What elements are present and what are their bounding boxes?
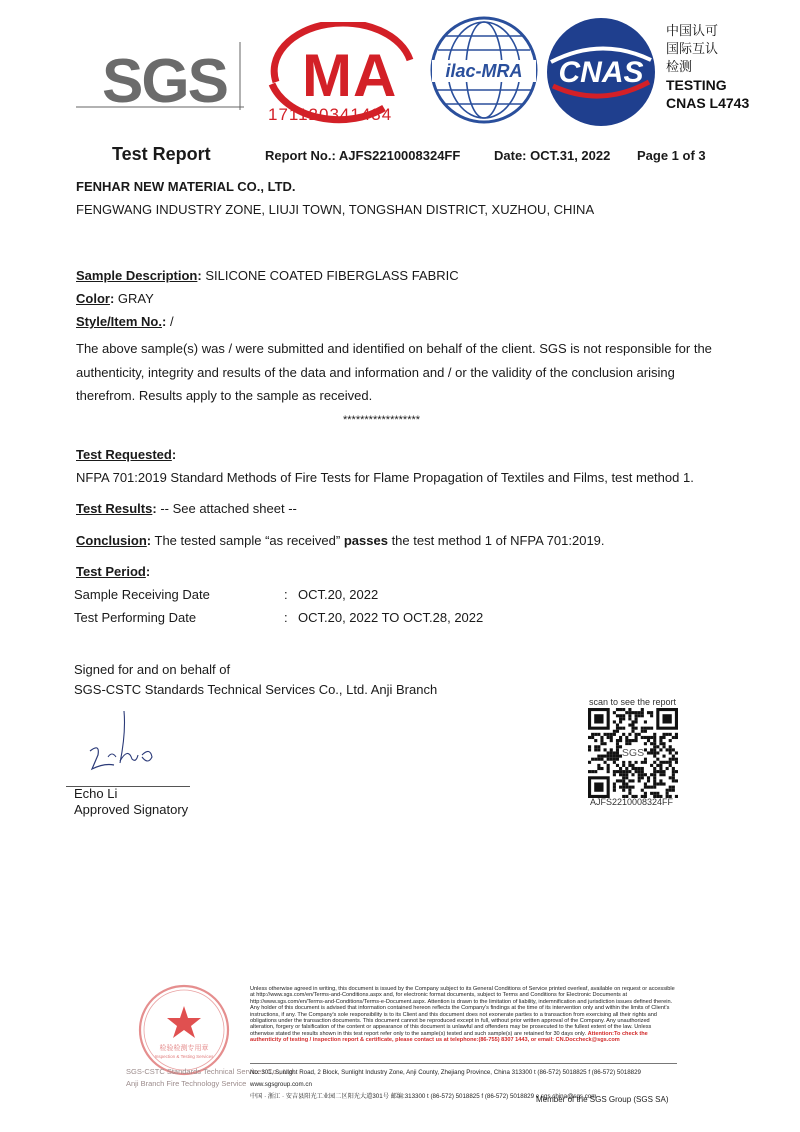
period-row-performing-value: OCT.20, 2022 TO OCT.28, 2022 <box>298 610 484 625</box>
signed-on-behalf <box>74 660 437 700</box>
cnas-cn-line-3: 检测 <box>666 59 693 74</box>
style-row: Style/Item No.: / <box>76 314 174 329</box>
sgs-logo-text: SGS <box>102 47 227 112</box>
ilac-text: ilac-MRA <box>445 61 523 81</box>
report-date: Date: OCT.31, 2022 <box>494 148 611 163</box>
conclusion-post: the test method 1 of NFPA 701:2019. <box>391 533 605 548</box>
sgs-member-note: Member of the SGS Group (SGS SA) <box>536 1095 669 1104</box>
color-row: Color: GRAY <box>76 291 154 306</box>
seal-star-icon <box>167 1006 201 1038</box>
cma-letters: MA <box>302 42 398 109</box>
test-period-heading: Test Period: <box>76 564 151 579</box>
seal-center-text: 检验检测专用章 <box>159 1044 209 1052</box>
seal-caption-line-2: Anji Branch Fire Technology Service <box>126 1079 247 1088</box>
qr-caption: scan to see the report <box>589 697 677 707</box>
qr-center-label: SGS <box>621 747 645 760</box>
color-value: GRAY <box>117 291 154 306</box>
disclaimer-paragraph: The above sample(s) was / were submitted and identified on behalf of the client. SGS is not responsible for the authenticity, integrity and results of the data and information and / or the validity of the conclusion arising therefrom. Results apply to the sample as received. <box>76 341 712 403</box>
period-row-colon: : <box>284 587 288 602</box>
test-requested-value: NFPA 701:2019 Standard Methods of Fire Tests for Flame Propagation of Textiles and Films, test method 1. <box>76 470 694 485</box>
conclusion-label: Conclusion <box>76 533 147 548</box>
signed-line-1: Signed for and on behalf of <box>74 662 231 677</box>
footer-address-en: No. 301, Sunlight Road, 2 Block, Sunlight Industry Zone, Anji County, Zhejiang Province, China 313300 t (86-572) 5018825 f (86-572) 5018829 www.sgsgroup.com.cn <box>250 1069 641 1088</box>
sample-description-label: Sample Description <box>76 268 198 283</box>
period-row-receiving-value: OCT.20, 2022 <box>298 587 379 602</box>
sample-description-value: SILICONE COATED FIBERGLASS FABRIC <box>205 268 459 283</box>
seal-center-en: Inspection & Testing Services <box>154 1054 214 1059</box>
test-requested-heading: Test Requested: <box>76 447 177 462</box>
cnas-testing: TESTING <box>666 77 727 93</box>
period-row-receiving-label: Sample Receiving Date <box>74 587 210 602</box>
conclusion-result: passes <box>343 533 388 548</box>
cma-number: 171120341434 <box>268 105 393 124</box>
conclusion-row: Conclusion: The tested sample “as received” passes the test method 1 of NFPA 701:2019. <box>76 533 605 548</box>
cnas-code: CNAS L4743 <box>666 95 750 111</box>
signer-title: Approved Signatory <box>74 802 189 817</box>
client-name: FENHAR NEW MATERIAL CO., LTD. <box>76 179 296 194</box>
client-address: FENGWANG INDUSTRY ZONE, LIUJI TOWN, TONGSHAN DISTRICT, XUZHOU, CHINA <box>76 202 595 217</box>
separator-stars: ****************** <box>343 414 421 426</box>
footer-address-cn: 中国 · 浙江 · 安吉县阳光工业园二区阳光大道301号 邮编:313300 t (86-572) 5018825 f (86-572) 5018829 e sgs.china@sgs.com <box>250 1093 597 1100</box>
test-requested-label: Test Requested <box>76 447 172 462</box>
sample-description-row: Sample Description: SILICONE COATED FIBERGLASS FABRIC <box>76 268 459 283</box>
test-results-value: -- See attached sheet -- <box>160 501 297 516</box>
sgs-logo <box>72 40 248 112</box>
cnas-logo <box>543 16 659 128</box>
period-row-performing-label: Test Performing Date <box>74 610 197 625</box>
cnas-accreditation-text <box>666 22 749 112</box>
test-results-label: Test Results <box>76 501 153 516</box>
ilac-mra-logo <box>428 14 540 126</box>
report-page: Page 1 of 3 <box>637 148 706 163</box>
signer-block <box>74 786 188 818</box>
footer-divider <box>250 1063 677 1064</box>
handwritten-signature <box>84 703 174 783</box>
test-results-row: Test Results: -- See attached sheet -- <box>76 501 297 516</box>
period-row-colon: : <box>284 610 288 625</box>
report-number: Report No.: AJFS2210008324FF <box>265 148 461 163</box>
style-value: / <box>169 314 174 329</box>
qr-report-id: AJFS2210008324FF <box>590 797 674 807</box>
color-label: Color <box>76 291 110 306</box>
terms-block <box>250 986 675 1044</box>
qr-code[interactable] <box>588 708 678 798</box>
test-period-label: Test Period <box>76 564 146 579</box>
cnas-cn-line-2: 国际互认 <box>666 41 719 56</box>
report-title: Test Report <box>112 144 211 164</box>
cnas-logo-text: CNAS <box>558 56 644 89</box>
terms-text: Unless otherwise agreed in writing, this document is issued by the Company subject to its General Conditions of Service printed overleaf, available on request or accessible at http://www.sgs.com/en/Terms-and-Conditions.aspx and, for electronic format documents, subject to Terms and Conditions for Electronic Documents at http://www.sgs.com/en/Terms-and-Conditions/Terms-e-Document.aspx. Attention is drawn to the limitation of liability, indemnification and jurisdiction issues defined therein. Any holder of this document is advised that information contained hereon reflects the Company's findings at the time of its intervention only and within the limits of Client's instructions, if any. The Company's sole responsibility is to its Client and this document does not exonerate parties to a transaction from exercising all their rights and obligations under the transaction documents. This document cannot be reproduced except in full, without prior written approval of the Company. Any unauthorized alteration, forgery or falsification of the content or appearance of this document is unlawful and offenders may be prosecuted to the fullest extent of the law. Unless otherwise stated the results shown in this test report refer only to the sample(s) tested and such sample(s) are retained for 30 days only. <box>250 986 675 1037</box>
authenticity-attention: Attention:To check the authenticity of testing / inspection report & certificate, please contact us at telephone:(86-755) 8307 1443, or email: CN.Doccheck@sgs.com <box>250 1030 648 1044</box>
signed-line-2: SGS-CSTC Standards Technical Services Co., Ltd. Anji Branch <box>74 682 438 697</box>
seal-caption-line-1: SGS-CSTC Standards Technical Services Co., Ltd. <box>126 1067 296 1076</box>
cnas-cn-line-1: 中国认可 <box>666 23 719 38</box>
signer-name: Echo Li <box>74 786 118 801</box>
conclusion-pre: The tested sample “as received” <box>154 533 341 548</box>
style-label: Style/Item No. <box>76 314 162 329</box>
